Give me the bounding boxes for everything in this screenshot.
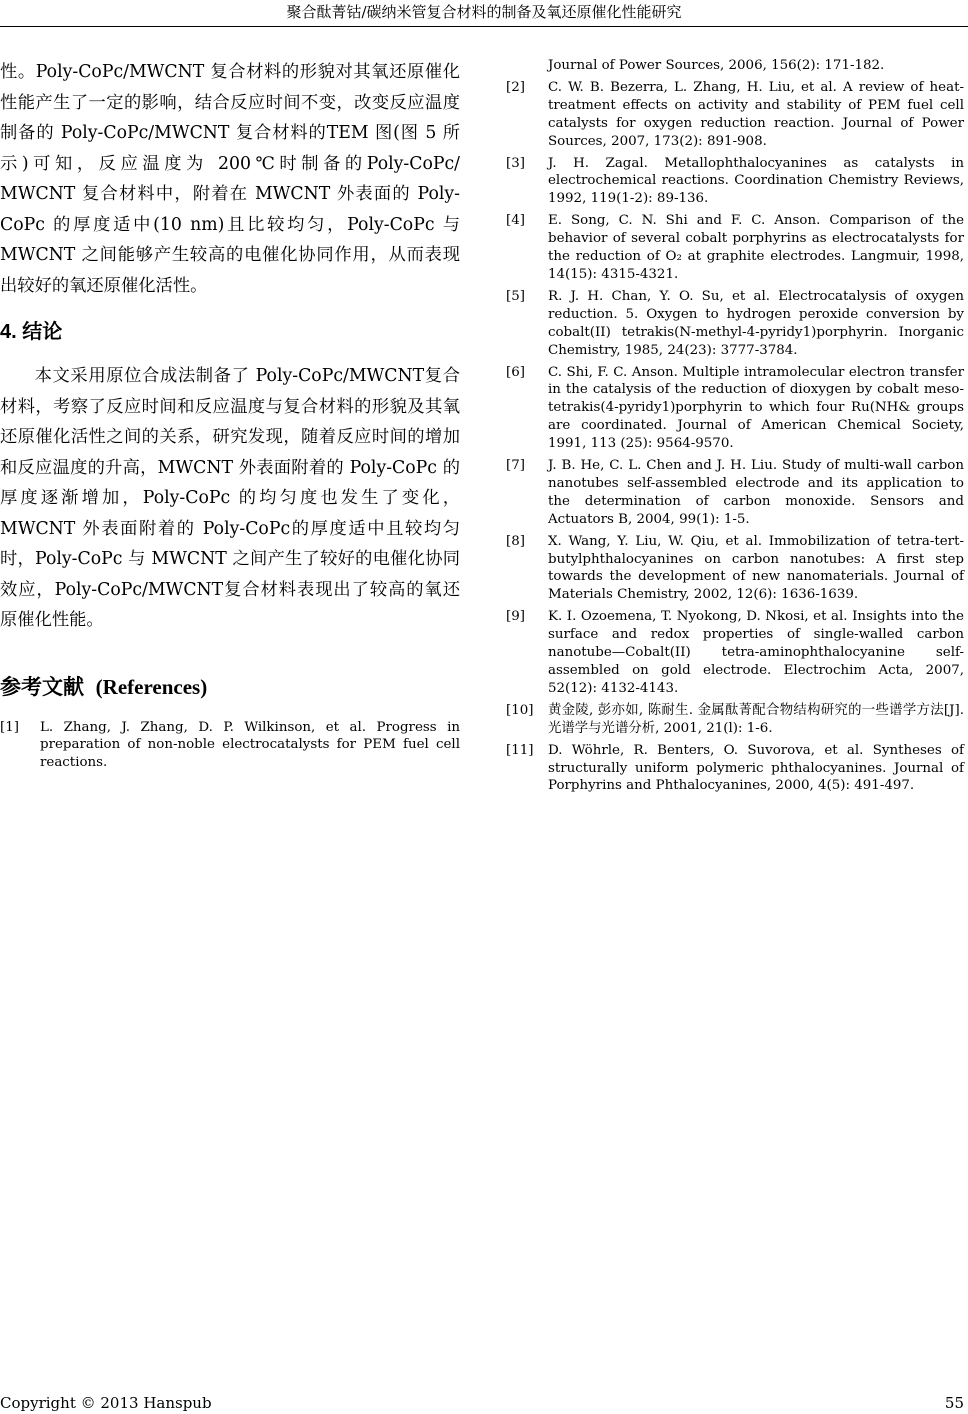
reference-number: [8] [506, 533, 525, 549]
reference-item [506, 212, 964, 284]
reference-number: [9] [506, 609, 525, 625]
body-paragraph-1: 性。Poly-CoPc/MWCNT 复合材料的形貌对其氧还原催化性能产生了一定的影响，结合反应时间不变，改变反应温度制备的 Poly-CoPc/MWCNT 复合材料的TEM 图(图 5 所示)可知，反应温度为 200℃时制备的Poly-CoPc/ MWCNT 复合材料中，附着在 MWCNT 外表面的 Poly-CoPc 的厚度适中(10 nm)且比较均匀，Poly-CoPc 与 MWCNT 之间能够产生较高的电催化协同作用，从而表现出较好的氧还原催化活性。 [0, 62, 460, 296]
conclusion-paragraph: 本文采用原位合成法制备了 Poly-CoPc/MWCNT复合材料，考察了反应时间和反应温度与复合材料的形貌及其氧还原催化活性之间的关系，研究发现，随着反应时间的增加和反应温度的升高，MWCNT 外表面附着的 Poly-CoPc 的厚度逐渐增加，Poly-CoPc 的均匀度也发生了变化，MWCNT 外表面附着的 Poly-CoPc的厚度适中且较均匀时，Poly-CoPc 与 MWCNT 之间产生了较好的电催化协同效应，Poly-CoPc/MWCNT复合材料表现出了较高的氧还原催化性能。 [0, 366, 460, 630]
reference-text: C. Shi, F. C. Anson. Multiple intramolecular electron transfer in the catalysis of the reduction of dioxygen by cobalt meso-tetrakis(4-pyridy1)porphyrin to which four Ru(NH& groups are coordinated. Journal of American Chemical Society, 1991, 113 (25): 9564-9570. [548, 364, 964, 452]
reference-text: J. B. He, C. L. Chen and J. H. Liu. Study of multi-wall carbon nanotubes self-assembled electrode and its application to the determination of carbon monoxide. Sensors and Actuators B, 2004, 99(1): 1-5. [548, 458, 964, 527]
reference-item-1 [0, 719, 460, 773]
reference-number: [3] [506, 155, 525, 171]
reference-number: [6] [506, 364, 525, 380]
reference-item [506, 457, 964, 529]
page-number: 55 [944, 1394, 964, 1412]
reference-text: C. W. B. Bezerra, L. Zhang, H. Liu, et al. A review of heat-treatment effects on activity and stability of PEM fuel cell catalysts for oxygen reduction reaction. Journal of Power Sources, 2007, 173(2): 891-908. [548, 79, 964, 149]
reference-text: R. J. H. Chan, Y. O. Su, et al. Electrocatalysis of oxygen reduction. 5. Oxygen to hydrogen peroxide conversion by cobalt(II) tetrakis(N-methyl-4-pyridy1)porphyrin. Inorganic Chemistry, 1985, 24(23): 3777-3784. [548, 288, 964, 358]
header-rule [0, 26, 968, 27]
reference-item [506, 155, 964, 209]
references-heading-cn: 参考文献 [0, 675, 84, 699]
reference-item [506, 742, 964, 796]
reference-item [506, 79, 964, 151]
references-heading [0, 670, 460, 705]
reference-number: [11] [506, 742, 534, 758]
reference-item [506, 608, 964, 698]
reference-number: [10] [506, 702, 534, 718]
reference-1-continuation: Journal of Power Sources, 2006, 156(2): 171-182. [548, 58, 885, 73]
conclusion-heading: 4. 结论 [0, 321, 63, 343]
reference-number: [4] [506, 213, 525, 229]
footer-copyright: Copyright © 2013 Hanspub [0, 1394, 212, 1412]
reference-number: [2] [506, 79, 525, 95]
reference-text: J. H. Zagal. Metallophthalocyanines as catalysts in electrochemical reactions. Coordination Chemistry Reviews, 1992, 119(1-2): 89-136. [548, 155, 964, 207]
reference-text: X. Wang, Y. Liu, W. Qiu, et al. Immobilization of tetra-tert-butylphthalocyanines on carbon nanotubes: A first step towards the development of new nanomaterials. Journal of Materials Chemistry, 2002, 12(6): 1636-1639. [548, 533, 964, 603]
running-header-title: 聚合酞菁钴/碳纳米管复合材料的制备及氧还原催化性能研究 [286, 3, 682, 21]
right-column [506, 57, 964, 799]
reference-number: [1] [0, 719, 19, 735]
reference-text: 黄金陵, 彭亦如, 陈耐生. 金属酞菁配合物结构研究的一些谱学方法[J]. 光谱学与光谱分析, 2001, 21(l): 1-6. [548, 702, 964, 736]
reference-number: [7] [506, 458, 525, 474]
reference-list [506, 79, 964, 795]
reference-item [506, 533, 964, 605]
left-column [0, 57, 460, 776]
reference-text: D. Wöhrle, R. Benters, O. Suvorova, et al. Syntheses of structurally uniform polymeric phthalocyanines. Journal of Porphyrins and Phthalocyanines, 2000, 4(5): 491-497. [548, 742, 964, 794]
reference-item [506, 288, 964, 360]
references-heading-en: (References) [95, 674, 208, 699]
reference-item [506, 702, 964, 738]
reference-text: K. I. Ozoemena, T. Nyokong, D. Nkosi, et al. Insights into the surface and redox properties of single-walled carbon nanotube—Cobalt(II) tetra-aminophthalocyanine self-assembled on gold electrode. Electrochim Acta, 2007, 52(12): 4132-4143. [548, 609, 964, 696]
reference-number: [5] [506, 288, 525, 304]
reference-text: L. Zhang, J. Zhang, D. P. Wilkinson, et al. Progress in preparation of non-noble electrocatalysts for PEM fuel cell reactions. [40, 719, 460, 771]
reference-text: E. Song, C. N. Shi and F. C. Anson. Comparison of the behavior of several cobalt porphyrins as electrocatalysts for the reduction of O₂ at graphite electrodes. Langmuir, 1998, 14(15): 4315-4321. [548, 213, 964, 282]
reference-item [506, 364, 964, 454]
